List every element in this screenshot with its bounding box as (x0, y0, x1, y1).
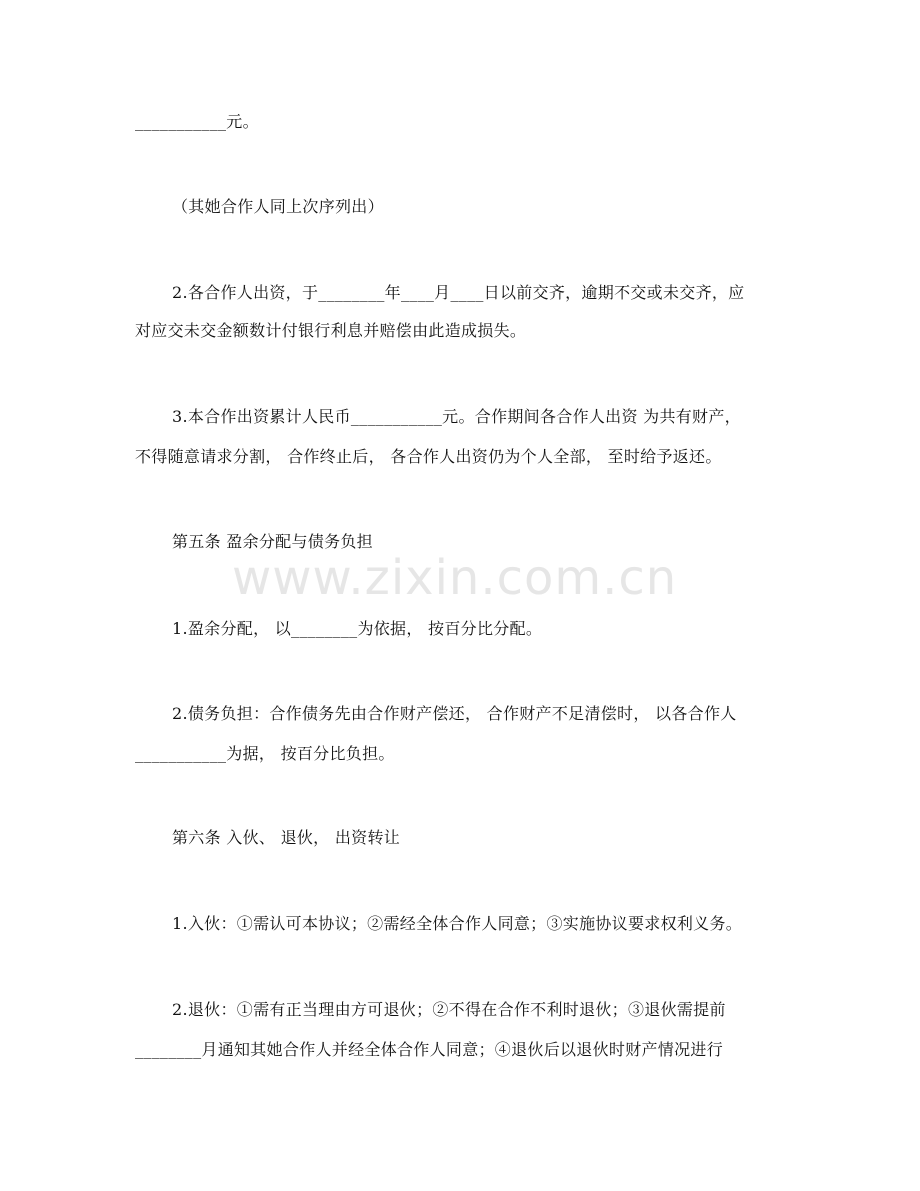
text-line: 2.退伙：①需有正当理由方可退伙；②不得在合作不利时退伙；③退伙需提前 (172, 1000, 726, 1019)
section-heading: 第六条 入伙、 退伙， 出资转让 (172, 828, 401, 847)
section-heading: 第五条 盈余分配与债务负担 (172, 532, 373, 551)
text-line: 3.本合作出资累计人民币___________元。合作期间各合作人出资 为共有财产， (172, 407, 741, 426)
text-line: （其她合作人同上次序列出） (172, 197, 384, 216)
text-line: ________月通知其她合作人并经全体合作人同意；④退伙后以退伙时财产情况进行 (135, 1040, 724, 1059)
text-line: 不得随意请求分割， 合作终止后， 各合作人出资仍为个人全部， 至时给予返还。 (135, 447, 722, 466)
text-line: 2.各合作人出资，于________年____月____日以前交齐，逾期不交或未交齐，应 (172, 283, 745, 302)
text-line: 1.盈余分配， 以________为依据， 按百分比分配。 (172, 619, 543, 638)
text-line: 1.入伙：①需认可本协议；②需经全体合作人同意；③实施协议要求权利义务。 (172, 914, 743, 933)
text-line: 2.债务负担：合作债务先由合作财产偿还， 合作财产不足清偿时， 以各合作人 (172, 704, 737, 723)
text-line: ___________为据， 按百分比负担。 (135, 744, 395, 763)
watermark: www.zixin.com.cn (232, 550, 678, 606)
text-line: 对应交未交金额数计付银行利息并赔偿由此造成损失。 (135, 321, 527, 340)
text-line: ___________元。 (135, 112, 259, 131)
